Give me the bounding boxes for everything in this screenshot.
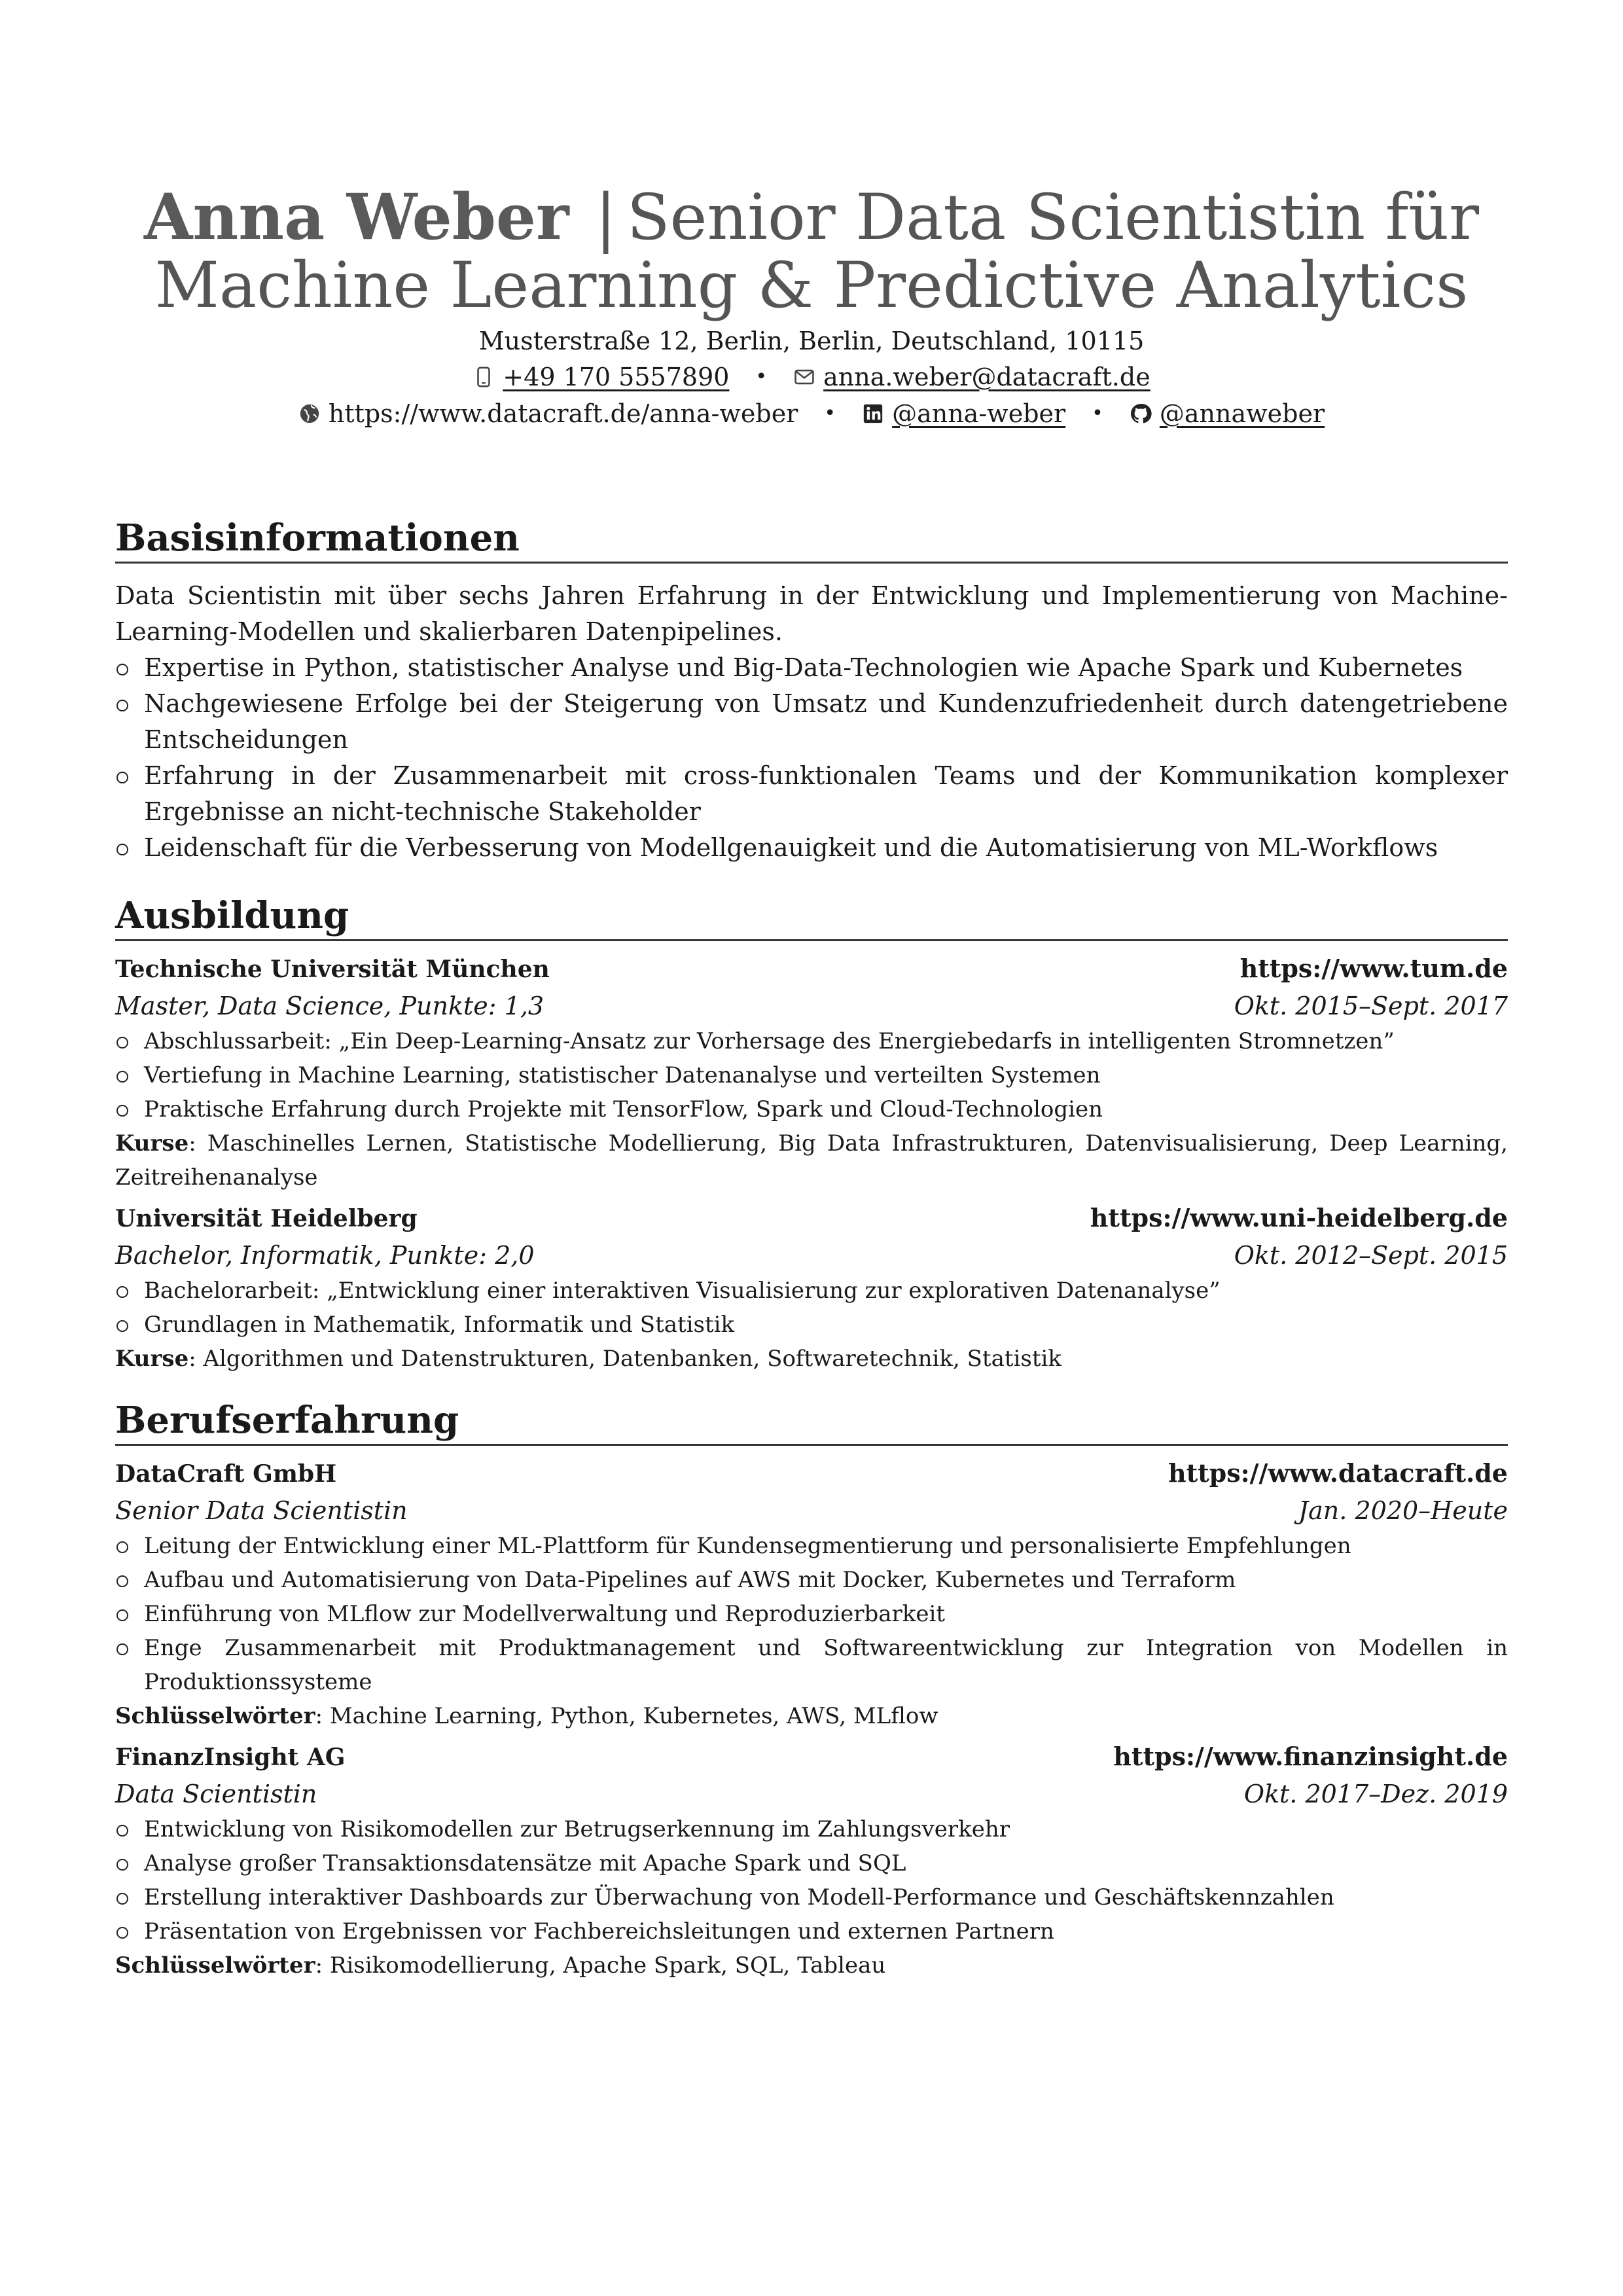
email-link[interactable]: anna.weber@datacraft.de [823, 363, 1150, 391]
list-item: Vertiefung in Machine Learning, statistischer Datenanalyse und verteilten Systemen [115, 1058, 1508, 1092]
degree: Bachelor, Informatik, Punkte: 2,0 [115, 1241, 535, 1270]
list-item: Expertise in Python, statistischer Analyse und Big-Data-Technologien wie Apache Spark und Kubernetes [115, 650, 1508, 686]
phone-icon [473, 366, 495, 388]
list-item: Erfahrung in der Zusammenarbeit mit cross-funktionalen Teams und der Kommunikation komplexer Ergebnisse an nicht-technische Stakeholder [115, 758, 1508, 830]
list-item: Nachgewiesene Erfolge bei der Steigerung von Umsatz und Kundenzufriedenheit durch datengetriebene Entscheidungen [115, 686, 1508, 758]
list-item: Abschlussarbeit: „Ein Deep-Learning-Ansatz zur Vorhersage des Energiebedarfs in intelligenten Stromnetzen” [115, 1024, 1508, 1058]
date-range: Okt. 2017–Dez. 2019 [1243, 1780, 1508, 1808]
phone-link[interactable]: +49 170 5557890 [503, 363, 730, 391]
company-name: FinanzInsight AG [115, 1744, 346, 1771]
date-range: Jan. 2020–Heute [1298, 1496, 1508, 1525]
list-item: Entwicklung von Risikomodellen zur Betrugserkennung im Zahlungsverkehr [115, 1812, 1508, 1846]
github-contact[interactable] [1130, 395, 1325, 432]
contact-line-1 [115, 359, 1508, 395]
position: Data Scientistin [115, 1780, 317, 1808]
contact-line-2 [115, 395, 1508, 432]
person-name: Anna Weber [143, 180, 569, 254]
work-items [115, 1812, 1508, 1948]
list-item: Enge Zusammenarbeit mit Produktmanagement und Softwareentwicklung zur Integration von Modellen in Produktionssysteme [115, 1631, 1508, 1699]
education-entry [115, 1200, 1508, 1376]
resume-header [115, 0, 1508, 432]
email-contact[interactable] [793, 359, 1150, 395]
section-title-education: Ausbildung [115, 895, 1508, 941]
position: Senior Data Scientistin [115, 1496, 408, 1525]
list-item: Analyse großer Transaktionsdatensätze mit Apache Spark und SQL [115, 1846, 1508, 1880]
institution-url[interactable]: https://www.uni-heidelberg.de [1090, 1203, 1508, 1232]
mail-icon [793, 366, 815, 388]
keywords-label: Schlüsselwörter [115, 1952, 315, 1979]
website-contact[interactable] [298, 395, 798, 432]
keywords: Schlüsselwörter: Risikomodellierung, Apache Spark, SQL, Tableau [115, 1952, 886, 1979]
date-range: Okt. 2015–Sept. 2017 [1234, 992, 1508, 1020]
company-url[interactable]: https://www.finanzinsight.de [1113, 1742, 1508, 1771]
courses-text: Maschinelles Lernen, Statistische Modellierung, Big Data Infrastrukturen, Datenvisualisierung, Deep Learning, Zeitreihenanalyse [115, 1130, 1508, 1191]
bullet-separator: • [824, 402, 836, 425]
bullet-separator: • [1092, 402, 1103, 425]
work-entry [115, 1738, 1508, 1982]
resume-title [115, 180, 1508, 322]
institution-name: Technische Universität München [115, 956, 550, 983]
linkedin-link[interactable]: @anna-weber [892, 399, 1066, 428]
github-icon [1130, 403, 1152, 425]
courses-label: Kurse [115, 1346, 189, 1372]
date-range: Okt. 2012–Sept. 2015 [1234, 1241, 1508, 1270]
keywords: Schlüsselwörter: Machine Learning, Python, Kubernetes, AWS, MLflow [115, 1703, 938, 1729]
courses: Kurse: Maschinelles Lernen, Statistische Modellierung, Big Data Infrastrukturen, Datenvisualisierung, Deep Learning, Zeitreihenanalyse [115, 1130, 1508, 1191]
work-entry [115, 1455, 1508, 1733]
summary [115, 578, 1508, 866]
keywords-text: Risikomodellierung, Apache Spark, SQL, Tableau [329, 1952, 886, 1979]
phone-contact[interactable] [473, 359, 729, 395]
courses: Kurse: Algorithmen und Datenstrukturen, Datenbanken, Softwaretechnik, Statistik [115, 1346, 1061, 1372]
title-separator: | [595, 181, 616, 254]
linkedin-icon [862, 403, 884, 425]
highlights-list [115, 650, 1508, 866]
address: Musterstraße 12, Berlin, Berlin, Deutschland, 10115 [478, 327, 1145, 355]
list-item: Praktische Erfahrung durch Projekte mit TensorFlow, Spark und Cloud-Technologien [115, 1092, 1508, 1126]
github-link[interactable]: @annaweber [1159, 399, 1325, 428]
keywords-label: Schlüsselwörter [115, 1703, 315, 1729]
basics-section [115, 517, 1508, 866]
work-items [115, 1529, 1508, 1699]
education-section [115, 895, 1508, 1376]
company-name: DataCraft GmbH [115, 1460, 337, 1488]
list-item: Einführung von MLflow zur Modellverwaltung und Reproduzierbarkeit [115, 1597, 1508, 1631]
work-section [115, 1399, 1508, 1982]
education-items [115, 1024, 1508, 1126]
degree: Master, Data Science, Punkte: 1,3 [115, 992, 544, 1020]
courses-text: Algorithmen und Datenstrukturen, Datenbanken, Softwaretechnik, Statistik [203, 1346, 1061, 1372]
list-item: Präsentation von Ergebnissen vor Fachbereichsleitungen und externen Partnern [115, 1914, 1508, 1948]
courses-label: Kurse [115, 1130, 189, 1157]
institution-url[interactable]: https://www.tum.de [1240, 954, 1508, 983]
list-item: Grundlagen in Mathematik, Informatik und Statistik [115, 1308, 1508, 1342]
keywords-text: Machine Learning, Python, Kubernetes, AWS, MLflow [329, 1703, 938, 1729]
company-url[interactable]: https://www.datacraft.de [1168, 1458, 1508, 1488]
linkedin-contact[interactable] [862, 395, 1065, 432]
list-item: Leitung der Entwicklung einer ML-Plattform für Kundensegmentierung und personalisierte Empfehlungen [115, 1529, 1508, 1563]
bullet-separator: • [755, 365, 768, 388]
list-item: Aufbau und Automatisierung von Data-Pipelines auf AWS mit Docker, Kubernetes und Terraform [115, 1563, 1508, 1597]
institution-name: Universität Heidelberg [115, 1205, 418, 1232]
headline: Senior Data Scientistin für Machine Learning & Predictive Analytics [154, 181, 1480, 322]
education-entry [115, 950, 1508, 1194]
education-items [115, 1274, 1508, 1342]
globe-icon [298, 403, 321, 425]
list-item: Bachelorarbeit: „Entwicklung einer interaktiven Visualisierung zur explorativen Datenanalyse” [115, 1274, 1508, 1308]
section-title-work: Berufserfahrung [115, 1399, 1508, 1446]
section-title-basics: Basisinformationen [115, 517, 1508, 564]
list-item: Leidenschaft für die Verbesserung von Modellgenauigkeit und die Automatisierung von ML-Workflows [115, 830, 1508, 866]
summary-text: Data Scientistin mit über sechs Jahren Erfahrung in der Entwicklung und Implementierung von Machine-Learning-Modellen und skalierbaren Datenpipelines. [115, 581, 1508, 646]
list-item: Erstellung interaktiver Dashboards zur Überwachung von Modell-Performance und Geschäftskennzahlen [115, 1880, 1508, 1914]
website-link[interactable]: https://www.datacraft.de/anna-weber [328, 399, 798, 428]
